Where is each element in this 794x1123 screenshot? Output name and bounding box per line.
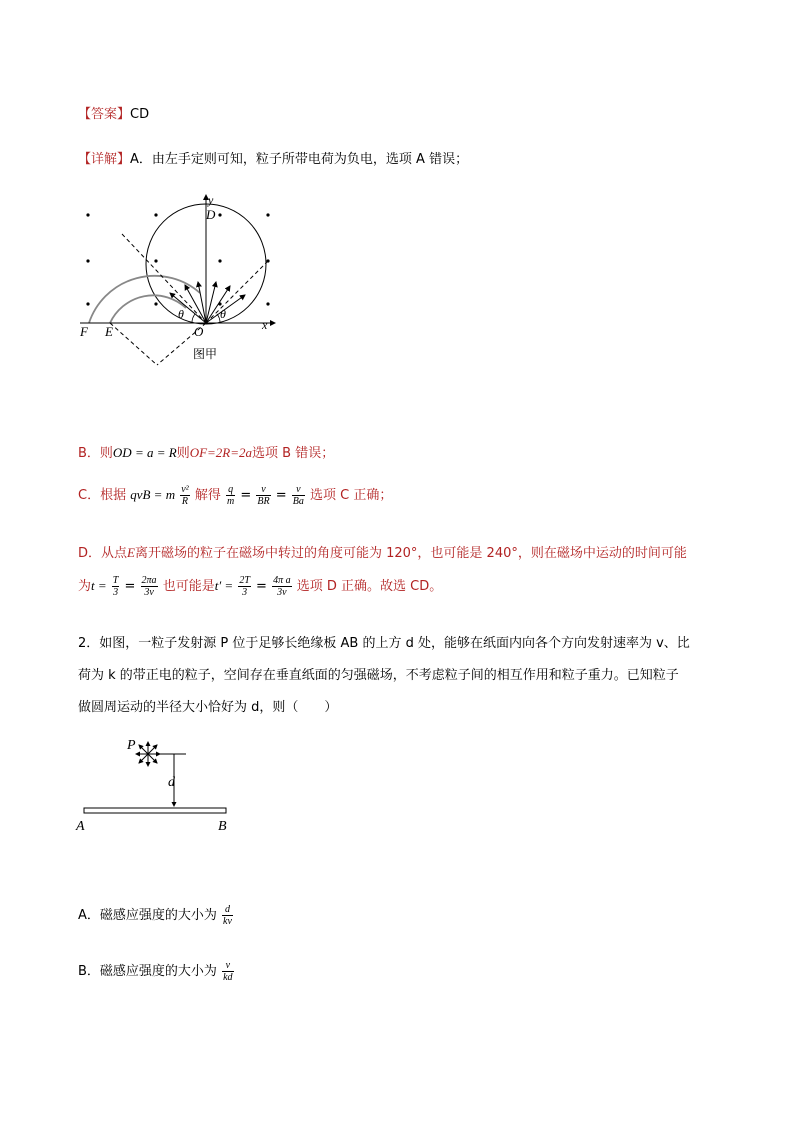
label-d: d [168,775,175,790]
fraction-2T-3: $\frac{2T}{3}$ [239,575,250,598]
line-c-eq1: qvB = m [130,487,176,502]
answer-value: CD [130,107,150,122]
detail-label: 【详解】 [78,152,131,167]
detail-line-a [78,148,468,167]
label-F: F [80,324,88,339]
detail-line-d2: 为t = $\frac{T}{3}$ = $\frac{2\pi a}{3v}$ 也可能是t′ = $\frac{2T}{3}$ = $\frac{\text{4π a}}{3v}$ 选项 D 正确。故选 CD。 [78,575,443,598]
label-P: P [127,738,136,753]
question-2-line-2: 荷为 k 的带正电的粒子，空间存在垂直纸面的匀强磁场，不考虑粒子间的相互作用和粒子重力。已知粒子 [78,668,679,683]
figure-source-plate [70,728,250,838]
label-y: y [208,193,214,207]
label-D: D [206,207,216,222]
label-theta-right: θ [220,307,226,321]
fraction-v2-R: $\frac{\text{v²}}{R}$ [181,484,189,507]
label-O: O [194,324,204,339]
option-b-text: B．磁感应强度的大小为 [78,964,217,979]
gray-arc-small [110,295,186,323]
line-b-prefix: B．则 [78,446,113,461]
line-c-prefix: C．根据 [78,488,127,503]
source-p-rays [136,742,160,766]
fraction-2pia-3v: $\frac{2\pi a}{3v}$ [141,575,157,598]
detail-line-b [78,442,334,461]
label-x: x [262,318,268,332]
label-B: B [218,819,227,834]
question-2-line-3: 做圆周运动的半径大小恰好为 d，则（ ） [78,700,338,715]
detail-a-text: A．由左手定则可知，粒子所带电荷为负电，选项 A 错误； [130,152,469,167]
figure-caption: 图甲 [193,347,218,361]
detail-line-c: C．根据 qvB = m $\frac{\text{v²}}{R}$ 解得 $\frac{q}{m}$ = $\frac{v}{BR}$ = $\frac{v}{Ba}$ 选项 C 正确； [78,484,393,507]
label-theta-left: θ [178,307,184,321]
option-a-fraction: $\frac{d}{kv}$ [223,904,232,927]
fraction-v-Ba: $\frac{v}{Ba}$ [292,484,304,507]
fraction-q-m: $\frac{q}{m}$ [226,484,235,507]
option-a[interactable] [78,904,234,927]
option-b[interactable] [78,960,235,983]
fraction-4pia-3v: $\frac{\text{4π a}}{3v}$ [273,575,291,598]
line-b-red-equation: OF=2R=2a [189,445,253,460]
line-c-mid: 解得 [194,488,221,503]
answer-line [78,103,149,122]
figure-jia [70,190,290,370]
fraction-v-BR: $\frac{v}{BR}$ [257,484,270,507]
line-b-equation: OD = a = R [112,445,177,460]
detail-line-d1: D．从点E离开磁场的粒子在磁场中转过的角度可能为 120°，也可能是 240°，则在磁场中运动的时间可能 [78,545,687,561]
label-E: E [105,324,113,339]
fraction-T-3: $\frac{T}{3}$ [112,575,119,598]
field-dots [86,213,269,305]
line-b-mid: 则 [176,446,190,461]
insulating-plate [84,808,226,813]
label-A: A [76,819,85,834]
option-b-fraction: $\frac{v}{kd}$ [223,960,233,983]
answer-label: 【答案】 [78,107,131,122]
question-2-line-1: 2．如图，一粒子发射源 P 位于足够长绝缘板 AB 的上方 d 处，能够在纸面内向各个方向发射速率为 v、比 [78,636,690,651]
line-b-suffix: 选项 B 错误； [252,446,335,461]
option-a-text: A．磁感应强度的大小为 [78,908,217,923]
line-c-suffix: 选项 C 正确； [310,488,393,503]
